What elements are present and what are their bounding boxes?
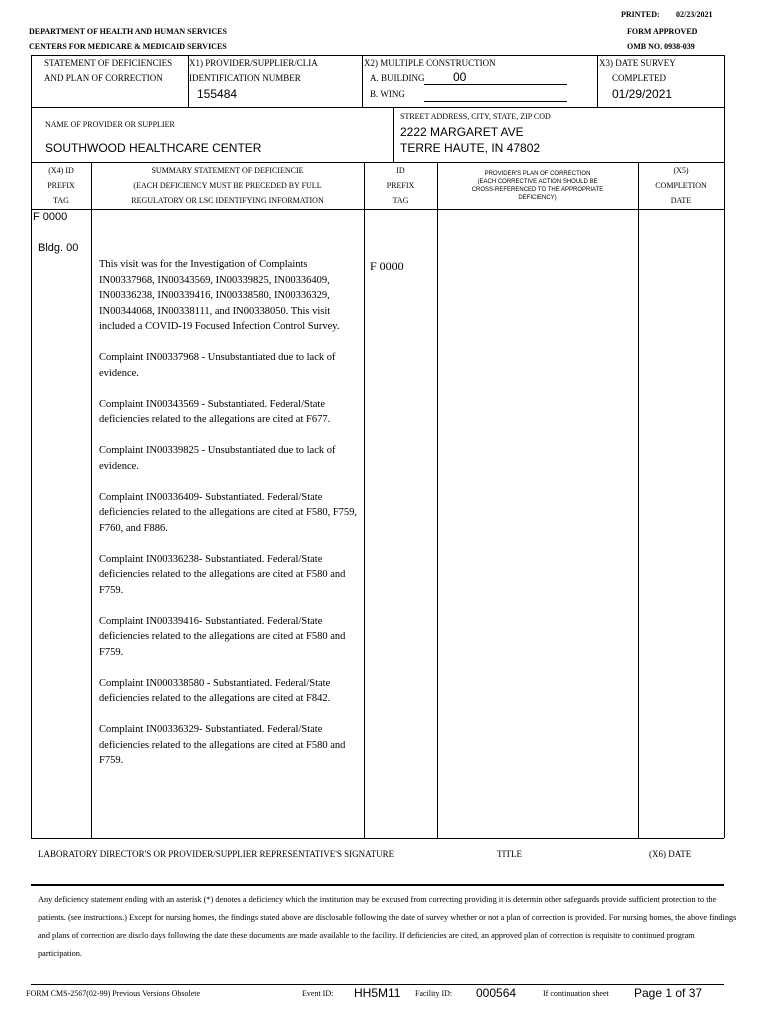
signature-label: LABORATORY DIRECTOR'S OR PROVIDER/SUPPLIER REPRESENTATIVE'S SIGNATURE bbox=[38, 849, 395, 859]
omb-number: OMB NO. 0938-039 bbox=[627, 42, 695, 51]
wing-label: B. WING bbox=[370, 89, 405, 99]
summary-paragraph: Complaint IN00336409- Substantiated. Federal/State deficiencies related to the allegations are cited at F580, F759, F760, and F886. bbox=[99, 491, 358, 534]
statement-line1: STATEMENT OF DEFICIENCIES bbox=[44, 58, 173, 68]
summary-paragraph: Complaint IN00339825 - Unsubstantiated due to lack of evidence. bbox=[99, 445, 336, 472]
x5-header-line3: DATE bbox=[670, 196, 692, 205]
summary-paragraph: Complaint IN000338580 - Substantiated. Federal/State deficiencies related to the allegations are cited at F842. bbox=[99, 677, 331, 704]
provider-name: SOUTHWOOD HEALTHCARE CENTER bbox=[45, 141, 262, 155]
x4-header-line1: (X4) ID bbox=[48, 166, 74, 175]
printed-label: PRINTED: bbox=[621, 10, 660, 19]
summary-paragraph: Complaint IN00336238- Substantiated. Federal/State deficiencies related to the allegations are cited at F580 and F759. bbox=[99, 553, 346, 596]
city-state-zip: TERRE HAUTE, IN 47802 bbox=[400, 141, 541, 155]
building-label: A. BUILDING bbox=[370, 73, 425, 83]
x4-header-line2: PREFIX bbox=[47, 181, 75, 190]
cms-title: CENTERS FOR MEDICARE & MEDICAID SERVICES bbox=[29, 42, 227, 51]
department-title: DEPARTMENT OF HEALTH AND HUMAN SERVICES bbox=[29, 27, 227, 36]
id-header-line3: TAG bbox=[392, 196, 409, 205]
summary-paragraph: Complaint IN00343569 - Substantiated. Federal/State deficiencies related to the allegations are cited at F677. bbox=[99, 398, 331, 425]
x2-label: X2) MULTIPLE CONSTRUCTION bbox=[364, 58, 496, 68]
event-id-value: HH5M11 bbox=[354, 986, 401, 1000]
title-label: TITLE bbox=[497, 849, 522, 859]
plan-header-line2: (EACH CORRECTIVE ACTION SHOULD BE bbox=[477, 179, 598, 185]
plan-header-line4: DEFICIENCY) bbox=[518, 195, 557, 201]
summary-header-line2: (EACH DEFICIENCY MUST BE PRECEDED BY FULL bbox=[133, 181, 322, 190]
form-approved: FORM APPROVED bbox=[627, 27, 698, 36]
x5-header-line2: COMPLETION bbox=[655, 181, 707, 190]
address-label: STREET ADDRESS, CITY, STATE, ZIP COD bbox=[400, 112, 551, 121]
form-number: FORM CMS-2567(02-99) Previous Versions Obsolete bbox=[26, 989, 201, 998]
summary-paragraph: This visit was for the Investigation of Complaints IN00337968, IN00343569, IN00339825, IN00336409, IN00336238, IN00339416, IN00338580, IN00336329, IN00344068, IN00338111, and IN00338050. This visit included a COVID-19 Focused Infection Control Survey. bbox=[99, 259, 340, 332]
building-tag: Bldg. 00 bbox=[38, 242, 79, 254]
plan-header-line1: PROVIDER'S PLAN OF CORRECTION bbox=[484, 171, 591, 177]
id-header-line1: ID bbox=[396, 166, 405, 175]
provider-name-label: NAME OF PROVIDER OR SUPPLIER bbox=[45, 120, 175, 129]
summary-paragraph: Complaint IN00337968 - Unsubstantiated due to lack of evidence. bbox=[99, 352, 336, 379]
x5-header-line1: (X5) bbox=[673, 166, 689, 175]
x1-label-line1: X1) PROVIDER/SUPPLIER/CLIA bbox=[189, 58, 318, 68]
summary-paragraph: Complaint IN00339416- Substantiated. Federal/State deficiencies related to the allegations are cited at F580 and F759. bbox=[99, 615, 346, 658]
page-number: Page 1 of 37 bbox=[634, 986, 703, 1000]
x4-header-line3: TAG bbox=[53, 196, 69, 205]
left-prefix-tag: F 0000 bbox=[33, 211, 68, 223]
summary-paragraph: Complaint IN00336329- Substantiated. Federal/State deficiencies related to the allegations are cited at F580 and F759. bbox=[99, 724, 346, 766]
summary-header-line3: REGULATORY OR LSC IDENTIFYING INFORMATION bbox=[131, 196, 324, 205]
summary-statement bbox=[99, 257, 359, 784]
continuation-label: If continuation sheet bbox=[543, 989, 609, 998]
street-address: 2222 MARGARET AVE bbox=[400, 125, 524, 139]
event-id-label: Event ID: bbox=[302, 989, 334, 998]
statement-line2: AND PLAN OF CORRECTION bbox=[44, 73, 163, 83]
provider-id-number: 155484 bbox=[197, 87, 238, 101]
x3-label-line2: COMPLETED bbox=[612, 73, 666, 83]
x3-label-line1: X3) DATE SURVEY bbox=[599, 58, 676, 68]
survey-completed-date: 01/29/2021 bbox=[612, 87, 673, 101]
facility-id-label: Facility ID: bbox=[415, 989, 453, 998]
plan-header-line3: CROSS-REFERENCED TO THE APPROPRIATE bbox=[471, 187, 604, 193]
right-prefix-tag: F 0000 bbox=[370, 259, 404, 273]
summary-header-line1: SUMMARY STATEMENT OF DEFICIENCIE bbox=[151, 166, 304, 175]
x1-label-line2: IDENTIFICATION NUMBER bbox=[189, 73, 301, 83]
printed-date: 02/23/2021 bbox=[676, 10, 713, 19]
building-value: 00 bbox=[453, 70, 467, 84]
id-header-line2: PREFIX bbox=[386, 181, 415, 190]
facility-id-value: 000564 bbox=[476, 986, 517, 1000]
deficiency-notice: Any deficiency statement ending with an asterisk (*) denotes a deficiency which the institution may be excused from correcting providing it is determin other safeguards provide sufficient protection to the patients. (see instructions.) Except for nursing homes, the findings stated above are disclosable following the date of survey whether or not a plan of correction is provided. For nursing homes, the above findings and plans of correction are disclo days following the date these documents are made available to the facility. If deficiencies are cited, an approved plan of correction is requisite to continued program participation. bbox=[38, 895, 737, 958]
date-label: (X6) DATE bbox=[649, 849, 692, 859]
